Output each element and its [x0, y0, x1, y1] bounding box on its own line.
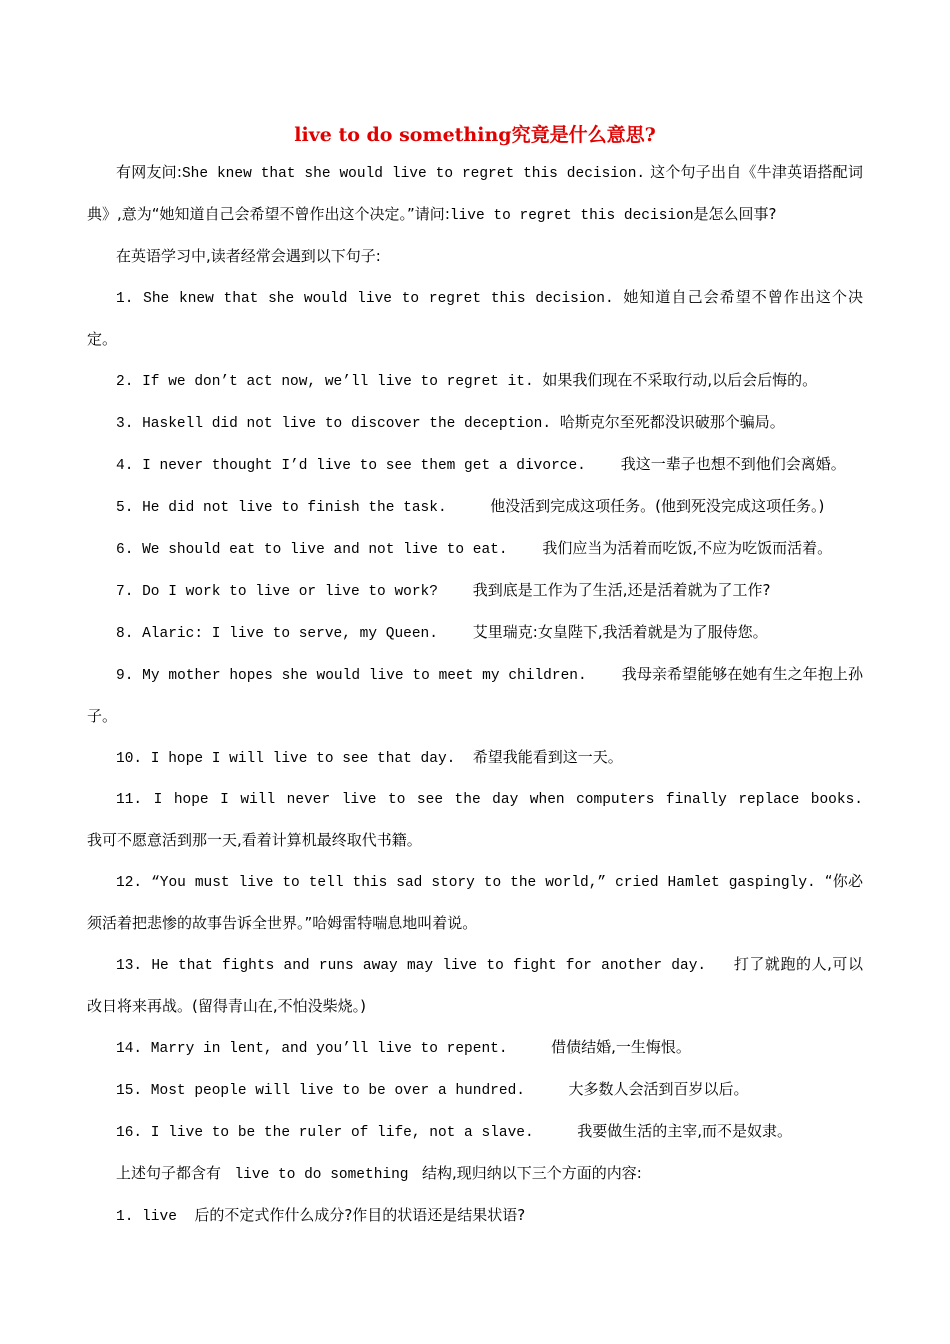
intro-zh-2: 这个句子出自《牛津英语搭配词典》,意为“她知道自己会希望不曾作出这个决定。”请问:	[87, 163, 863, 223]
sentence-zh: 如果我们现在不采取行动,以后会后悔的。	[542, 371, 818, 389]
question-1	[87, 1195, 863, 1237]
summary-zh-2: 结构,现归纳以下三个方面的内容:	[417, 1164, 642, 1182]
sentence-item	[87, 444, 863, 486]
document-page	[87, 120, 898, 1237]
sentence-en: 10. I hope I will live to see that day.	[116, 751, 473, 767]
sentence-zh: “你必须活着把悲惨的故事告诉全世界。”哈姆雷特喘息地叫着说。	[87, 872, 863, 932]
question-1-zh: 后的不定式作什么成分?作目的状语还是结果状语?	[194, 1206, 526, 1224]
sentence-item	[87, 402, 863, 444]
sentence-zh: 大多数人会活到百岁以后。	[568, 1080, 749, 1098]
sentence-zh: 艾里瑞克:女皇陛下,我活着就是为了服侍您。	[472, 623, 768, 641]
sentence-zh: 我要做生活的主宰,而不是奴隶。	[577, 1122, 792, 1140]
summary-en: live to do something	[225, 1167, 418, 1183]
sentence-item	[87, 1069, 863, 1111]
sentence-zh: 我们应当为活着而吃饭,不应为吃饭而活着。	[542, 539, 833, 557]
sentence-en: 1. She knew that she would live to regret this decision.	[116, 291, 624, 307]
summary-paragraph	[87, 1153, 863, 1195]
sentence-zh: 我可不愿意活到那一天,看着计算机最终取代书籍。	[87, 831, 422, 849]
sentence-zh: 我母亲希望能够在她有生之年抱上孙子。	[87, 665, 863, 725]
intro-en-1: She knew that she would live to regret this decision.	[181, 166, 646, 182]
sentence-item	[87, 360, 863, 402]
intro-en-2: live to regret this decision	[449, 208, 694, 224]
sentence-item	[87, 861, 863, 944]
sentence-en: 15. Most people will live to be over a hundred.	[116, 1083, 569, 1099]
sentence-zh: 我到底是工作为了生活,还是活着就为了工作?	[472, 581, 771, 599]
sentence-en: 11. I hope I will never live to see the day when computers finally replace books.	[116, 792, 898, 808]
sentence-item	[87, 654, 863, 737]
sentence-en: 7. Do I work to live or live to work?	[116, 584, 473, 600]
sentence-item	[87, 528, 863, 570]
intro-paragraph	[87, 152, 863, 236]
intro-zh-1: 有网友问:	[116, 163, 182, 181]
sentence-zh: 他没活到完成这项任务。(他到死没完成这项任务。)	[490, 497, 825, 515]
sentence-zh: 借债结婚,一生悔恨。	[551, 1038, 691, 1056]
sentence-item	[87, 277, 863, 360]
sentence-item	[87, 779, 898, 861]
sentence-zh: 哈斯克尔至死都没识破那个骗局。	[559, 413, 785, 431]
document-title: live to do something究竟是什么意思?	[294, 124, 656, 146]
sentence-en: 13. He that fights and runs away may live to fight for another day.	[116, 958, 734, 974]
lead-paragraph	[87, 236, 863, 277]
sentence-item	[87, 612, 863, 654]
sentence-item	[87, 1027, 863, 1069]
sentence-item	[87, 944, 863, 1027]
sentence-zh: 打了就跑的人,可以改日将来再战。(留得青山在,不怕没柴烧。)	[87, 955, 863, 1015]
sentence-en: 3. Haskell did not live to discover the deception.	[116, 416, 560, 432]
lead-text: 在英语学习中,读者经常会遇到以下句子:	[116, 247, 381, 265]
sentence-item	[87, 570, 863, 612]
sentence-en: 5. He did not live to finish the task.	[116, 500, 491, 516]
sentence-en: 12. “You must live to tell this sad story to the world,” cried Hamlet gaspingly.	[116, 875, 825, 891]
question-1-en: 1. live	[116, 1209, 195, 1225]
sentence-en: 4. I never thought I’d live to see them get a divorce.	[116, 458, 621, 474]
sentence-en: 6. We should eat to live and not live to eat.	[116, 542, 543, 558]
sentence-zh: 我这一辈子也想不到他们会离婚。	[620, 455, 846, 473]
sentence-zh: 她知道自己会希望不曾作出这个决定。	[87, 288, 863, 348]
sentence-item	[87, 1111, 863, 1153]
sentence-en: 8. Alaric: I live to serve, my Queen.	[116, 626, 473, 642]
sentence-list	[87, 277, 898, 1153]
sentence-zh: 希望我能看到这一天。	[472, 748, 623, 766]
sentence-en: 16. I live to be the ruler of life, not a slave.	[116, 1125, 578, 1141]
sentence-en: 9. My mother hopes she would live to meet my children.	[116, 668, 622, 684]
sentence-item	[87, 486, 863, 528]
summary-zh-1: 上述句子都含有	[116, 1164, 226, 1182]
sentence-en: 2. If we don’t act now, we’ll live to regret it.	[116, 374, 543, 390]
sentence-en: 14. Marry in lent, and you’ll live to repent.	[116, 1041, 552, 1057]
intro-zh-3: 是怎么回事?	[693, 205, 777, 223]
sentence-item	[87, 737, 863, 779]
